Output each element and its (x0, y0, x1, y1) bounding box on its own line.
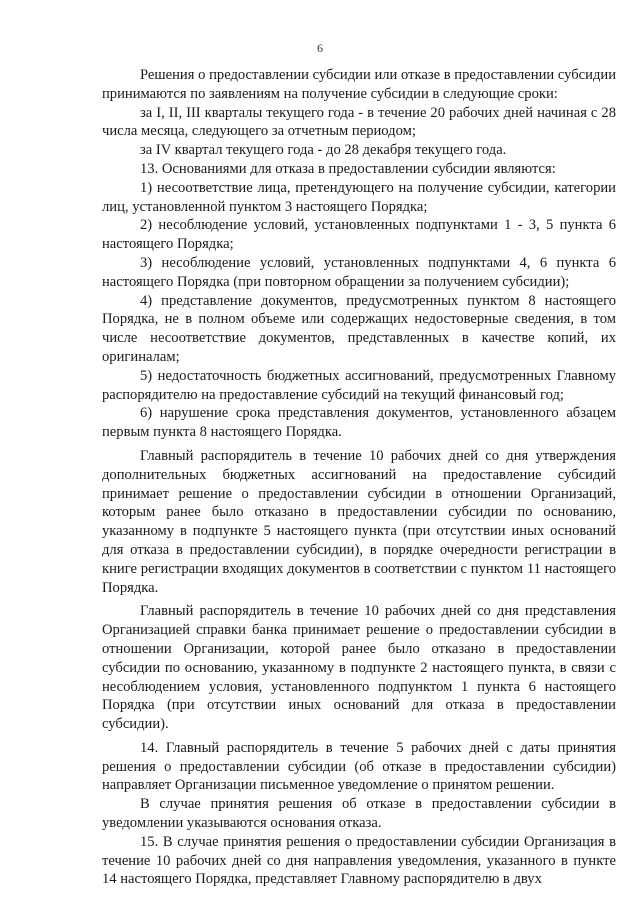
paragraph-additional-allocations: Главный распорядитель в течение 10 рабочих дней со дня утверждения дополнительных бюджетных ассигнований на предоставление субсидий принимает решение о предоставлении субсидии в отношении Организаций, которым ранее было отказано в предоставлении субсидии по основанию, указанному в подпункте 5 настоящего пункта (при отсутствии иных оснований для отказа в предоставлении субсидии), в порядке очередности регистрации в книге регистрации входящих документов в соответствии с пунктом 11 настоящего Порядка. (102, 447, 616, 596)
paragraph-quarter-4: за IV квартал текущего года - до 28 декабря текущего года. (140, 142, 507, 159)
paragraph-ground-1: 1) несоответствие лица, претендующего на получение субсидии, категории лиц, установленной пунктом 3 настоящего Порядка; (102, 179, 616, 215)
paragraph-refusal-notice: В случае принятия решения об отказе в предоставлении субсидии в уведомлении указываются основания отказа. (102, 796, 616, 832)
paragraph-clause-15: 15. В случае принятия решения о предоставлении субсидии Организация в течение 10 рабочих дней со дня направления уведомления, указанного в пункте 14 настоящего Порядка, представляет Главному распорядителю в двух (102, 833, 616, 888)
paragraph-decision-terms: Решения о предоставлении субсидии или отказе в предоставлении субсидии принимаются по заявлениям на получение субсидии в следующие сроки: (102, 67, 616, 102)
paragraph-ground-3: 3) несоблюдение условий, установленных подпунктами 4, 6 пункта 6 настоящего Порядка (при повторном обращении за получением субсидии); (102, 254, 616, 290)
document-body (102, 66, 616, 889)
paragraph-ground-4: 4) представление документов, предусмотренных пунктом 8 настоящего Порядка, не в полном объеме или содержащих недостоверные сведения, в том числе несоответствие документов, представленных в качестве копий, их оригиналам; (102, 292, 616, 365)
paragraph-ground-2: 2) несоблюдение условий, установленных подпунктами 1 - 3, 5 пункта 6 настоящего Порядка; (102, 217, 616, 253)
paragraph-ground-5: 5) недостаточность бюджетных ассигнований, предусмотренных Главному распорядителю на предоставление субсидий на текущий финансовый год; (102, 367, 616, 403)
paragraph-ground-6: 6) нарушение срока представления документов, установленного абзацем первым пункта 8 настоящего Порядка. (102, 405, 616, 441)
paragraph-clause-13: 13. Основаниями для отказа в предоставлении субсидии являются: (140, 160, 556, 177)
paragraph-quarters-1-3: за I, II, III кварталы текущего года - в течение 20 рабочих дней начиная с 28 числа месяца, следующего за отчетным периодом; (102, 104, 616, 140)
paragraph-bank-certificate: Главный распорядитель в течение 10 рабочих дней со дня представления Организацией справки банка принимает решение о предоставлении субсидии в отношении Организации, которой ранее было отказано в предоставлении субсидии по основанию, указанному в подпункте 2 настоящего пункта, в связи с несоблюдением условия, установленного подпунктом 1 пункта 6 настоящего Порядка (при отсутствии иных оснований для отказа в предоставлении субсидии). (102, 603, 616, 733)
paragraph-clause-14: 14. Главный распорядитель в течение 5 рабочих дней с даты принятия решения о предоставлении субсидии (об отказе в предоставлении субсидии) направляет Организации письменное уведомление о принятом решении. (102, 739, 616, 794)
page-number: 6 (317, 41, 323, 55)
